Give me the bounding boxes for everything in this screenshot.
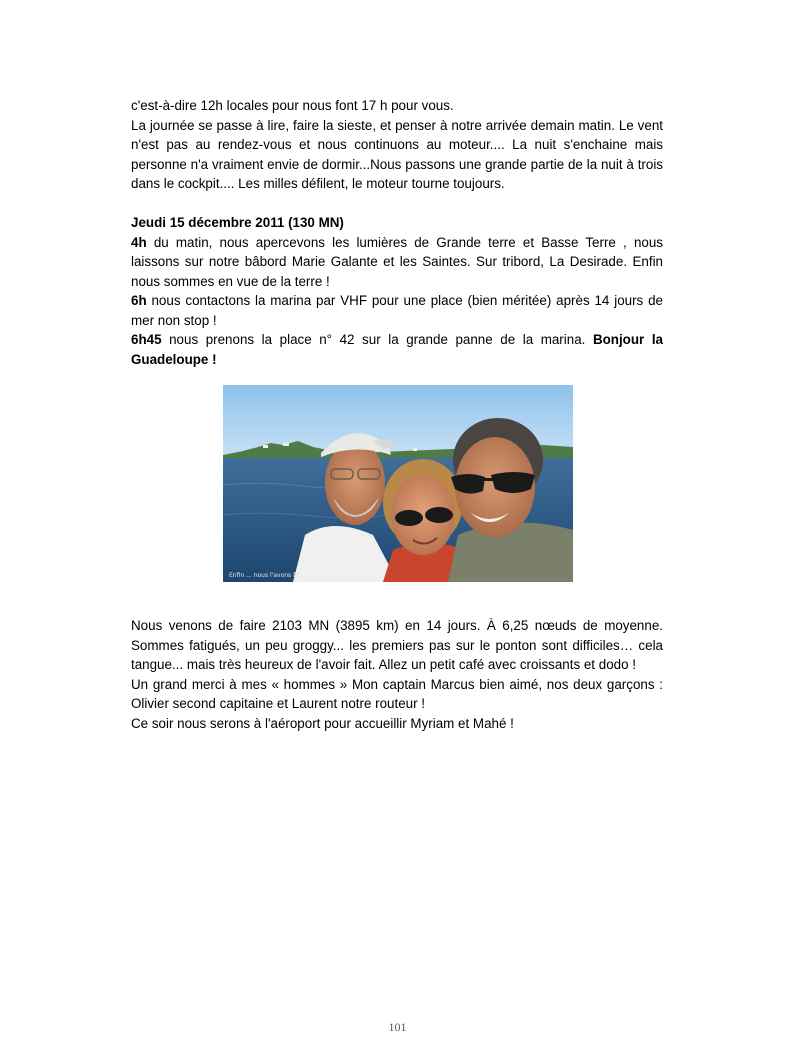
entry-text: nous contactons la marina par VHF pour une place (bien méritée) après 14 jours de mer non stop ! (131, 293, 663, 328)
greeting: Bonjour la Guadeloupe ! (131, 332, 663, 367)
entry-6h (131, 291, 663, 330)
closing-paragraph-1: Nous venons de faire 2103 MN (3895 km) en 14 jours. À 6,25 nœuds de moyenne. Sommes fatigués, un peu groggy... les premiers pas sur le ponton sont difficiles… cela tangue... mais très heureux de l'avoir fait. Allez un petit café avec croissants et dodo ! (131, 618, 663, 672)
intro-line: c'est-à-dire 12h locales pour nous font 17 h pour vous. (131, 98, 454, 113)
paragraph-spacer (131, 194, 663, 214)
arrival-photo (223, 385, 573, 582)
entry-6h45 (131, 330, 663, 369)
entry-4h (131, 233, 663, 292)
closing-paragraph-2: Un grand merci à mes « hommes » Mon captain Marcus bien aimé, nos deux garçons : Olivier second capitaine et Laurent notre routeur ! (131, 676, 663, 711)
closing-paragraph-3: Ce soir nous serons à l'aéroport pour accueillir Myriam et Mahé ! (131, 715, 514, 731)
day-heading: Jeudi 15 décembre 2011 (130 MN) (131, 215, 344, 230)
intro-paragraph: La journée se passe à lire, faire la sieste, et penser à notre arrivée demain matin. Le vent n'est pas au rendez-vous et nous continuons au moteur.... La nuit s'enchaine mais personne n'a vraiment envie de dormir...Nous passons une grande partie de la nuit à trois dans le cockpit.... Les milles défilent, le moteur tourne toujours. (131, 117, 663, 191)
body-text-top (131, 96, 663, 369)
page-number: 101 (388, 1020, 407, 1034)
entry-time: 6h (131, 293, 147, 308)
entry-text: du matin, nous apercevons les lumières de Grande terre et Basse Terre , nous laissons sur notre bâbord Marie Galante et les Saintes. Sur tribord, La Desirade. Enfin nous sommes en vue de la terre ! (131, 234, 663, 289)
body-text-bottom (131, 616, 663, 733)
entry-text: nous prenons la place n° 42 sur la grande panne de la marina. (161, 332, 593, 347)
entry-time: 6h45 (131, 332, 162, 347)
entry-time: 4h (131, 234, 147, 250)
photo-caption: Enfin ... nous l'avons fait ! (229, 572, 308, 579)
